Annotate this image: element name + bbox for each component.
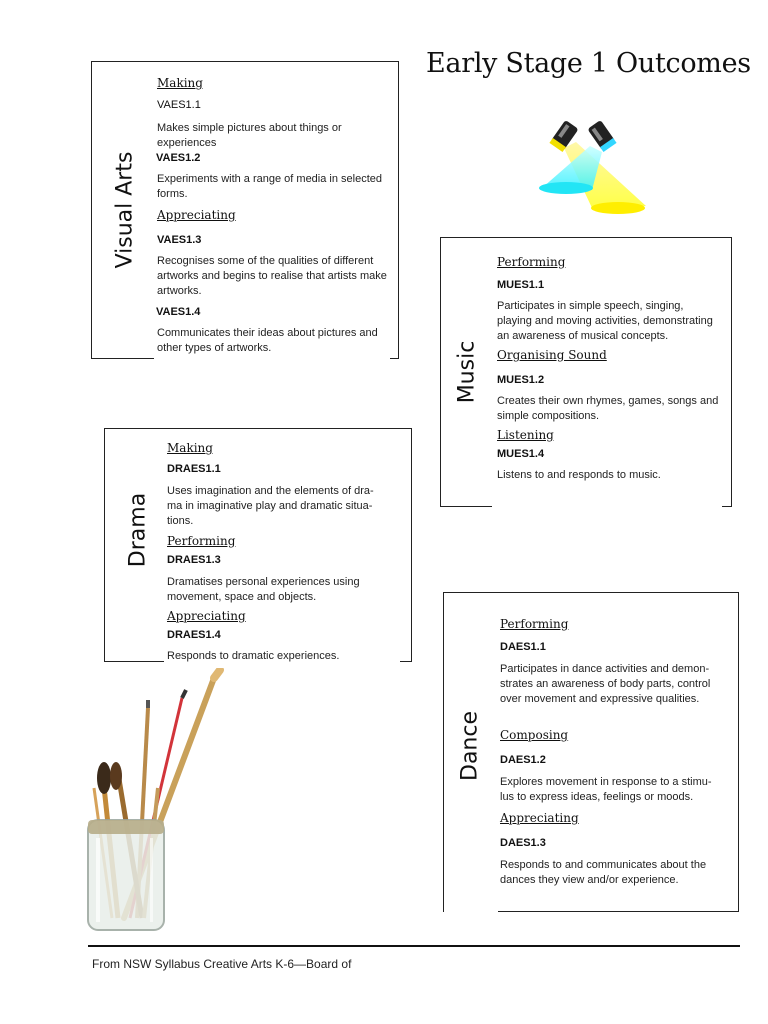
dance-heading-appreciating: Appreciating: [500, 811, 579, 825]
drama-code-1: DRAES1.1: [167, 463, 221, 475]
music-content: [497, 255, 719, 483]
dance-desc-1c: over movement and expressive qualities.: [500, 693, 700, 705]
drama-heading-appreciating: Appreciating: [167, 609, 246, 623]
dance-content: [500, 617, 730, 888]
visual-arts-code-1: VAES1.1: [157, 99, 201, 111]
spotlights-illustration: [534, 116, 654, 220]
dance-desc-1a: Participates in dance activities and demon-: [500, 663, 710, 675]
visual-arts-heading-making: Making: [157, 76, 203, 90]
drama-desc-1b: ma in imaginative play and dramatic situa-: [167, 500, 373, 512]
drama-code-3: DRAES1.4: [167, 629, 221, 641]
dance-code-3: DAES1.3: [500, 837, 546, 849]
drama-desc-1a: Uses imagination and the elements of dra-: [167, 485, 374, 497]
visual-arts-label: Visual Arts: [112, 151, 138, 269]
visual-arts-code-2: VAES1.2: [156, 152, 201, 164]
dance-code-2: DAES1.2: [500, 754, 546, 766]
music-desc-1: Participates in simple speech, singing, playing and moving activities, demonstrating an awareness of musical concepts.: [497, 300, 713, 342]
music-desc-2: Creates their own rhymes, games, songs and simple compositions.: [497, 395, 719, 422]
dance-code-1: DAES1.1: [500, 641, 546, 653]
music-heading-organising-sound: Organising Sound: [497, 348, 607, 362]
drama-code-2: DRAES1.3: [167, 554, 221, 566]
dance-desc-1b: strates an awareness of body parts, control: [500, 678, 711, 690]
music-code-2: MUES1.2: [497, 374, 545, 386]
drama-desc-3: Responds to dramatic experiences.: [167, 650, 340, 662]
visual-arts-desc-4: Communicates their ideas about pictures and other types of artworks.: [157, 327, 378, 354]
music-code-1: MUES1.1: [497, 279, 545, 291]
footer-source: From NSW Syllabus Creative Arts K-6—Board of: [92, 957, 352, 971]
drama-content: [167, 441, 399, 664]
drama-desc-1c: tions.: [167, 515, 194, 527]
dance-desc-2a: Explores movement in response to a stimu-: [500, 776, 712, 788]
dance-label: Dance: [457, 711, 483, 781]
dance-heading-composing: Composing: [500, 728, 569, 742]
music-code-3: MUES1.4: [497, 448, 545, 460]
dance-heading-performing: Performing: [500, 617, 569, 631]
page-title: Early Stage 1 Outcomes: [426, 48, 751, 79]
drama-heading-making: Making: [167, 441, 213, 455]
visual-arts-content: [157, 76, 389, 356]
visual-arts-desc-1: Makes simple pictures about things or experiences: [157, 122, 342, 149]
music-heading-performing: Performing: [497, 255, 566, 269]
dance-desc-3: Responds to and communicates about the dances they view and/or experience.: [500, 859, 707, 886]
footer-divider: [88, 945, 740, 947]
music-desc-3: Listens to and responds to music.: [497, 469, 661, 481]
drama-heading-performing: Performing: [167, 534, 236, 548]
visual-arts-desc-2: Experiments with a range of media in selected forms.: [157, 173, 383, 200]
drama-label: Drama: [125, 492, 151, 568]
visual-arts-heading-appreciating: Appreciating: [157, 208, 236, 222]
visual-arts-code-4: VAES1.4: [156, 306, 201, 318]
paintbrushes-jar-illustration: [82, 668, 232, 938]
drama-desc-2: Dramatises personal experiences using movement, space and objects.: [167, 576, 360, 603]
music-label: Music: [454, 340, 480, 404]
visual-arts-desc-3: Recognises some of the qualities of different artworks and begins to realise that artists make artworks.: [157, 255, 387, 297]
dance-desc-2b: lus to express ideas, feelings or moods.: [500, 791, 694, 803]
visual-arts-code-3: VAES1.3: [157, 234, 202, 246]
music-heading-listening: Listening: [497, 428, 554, 442]
